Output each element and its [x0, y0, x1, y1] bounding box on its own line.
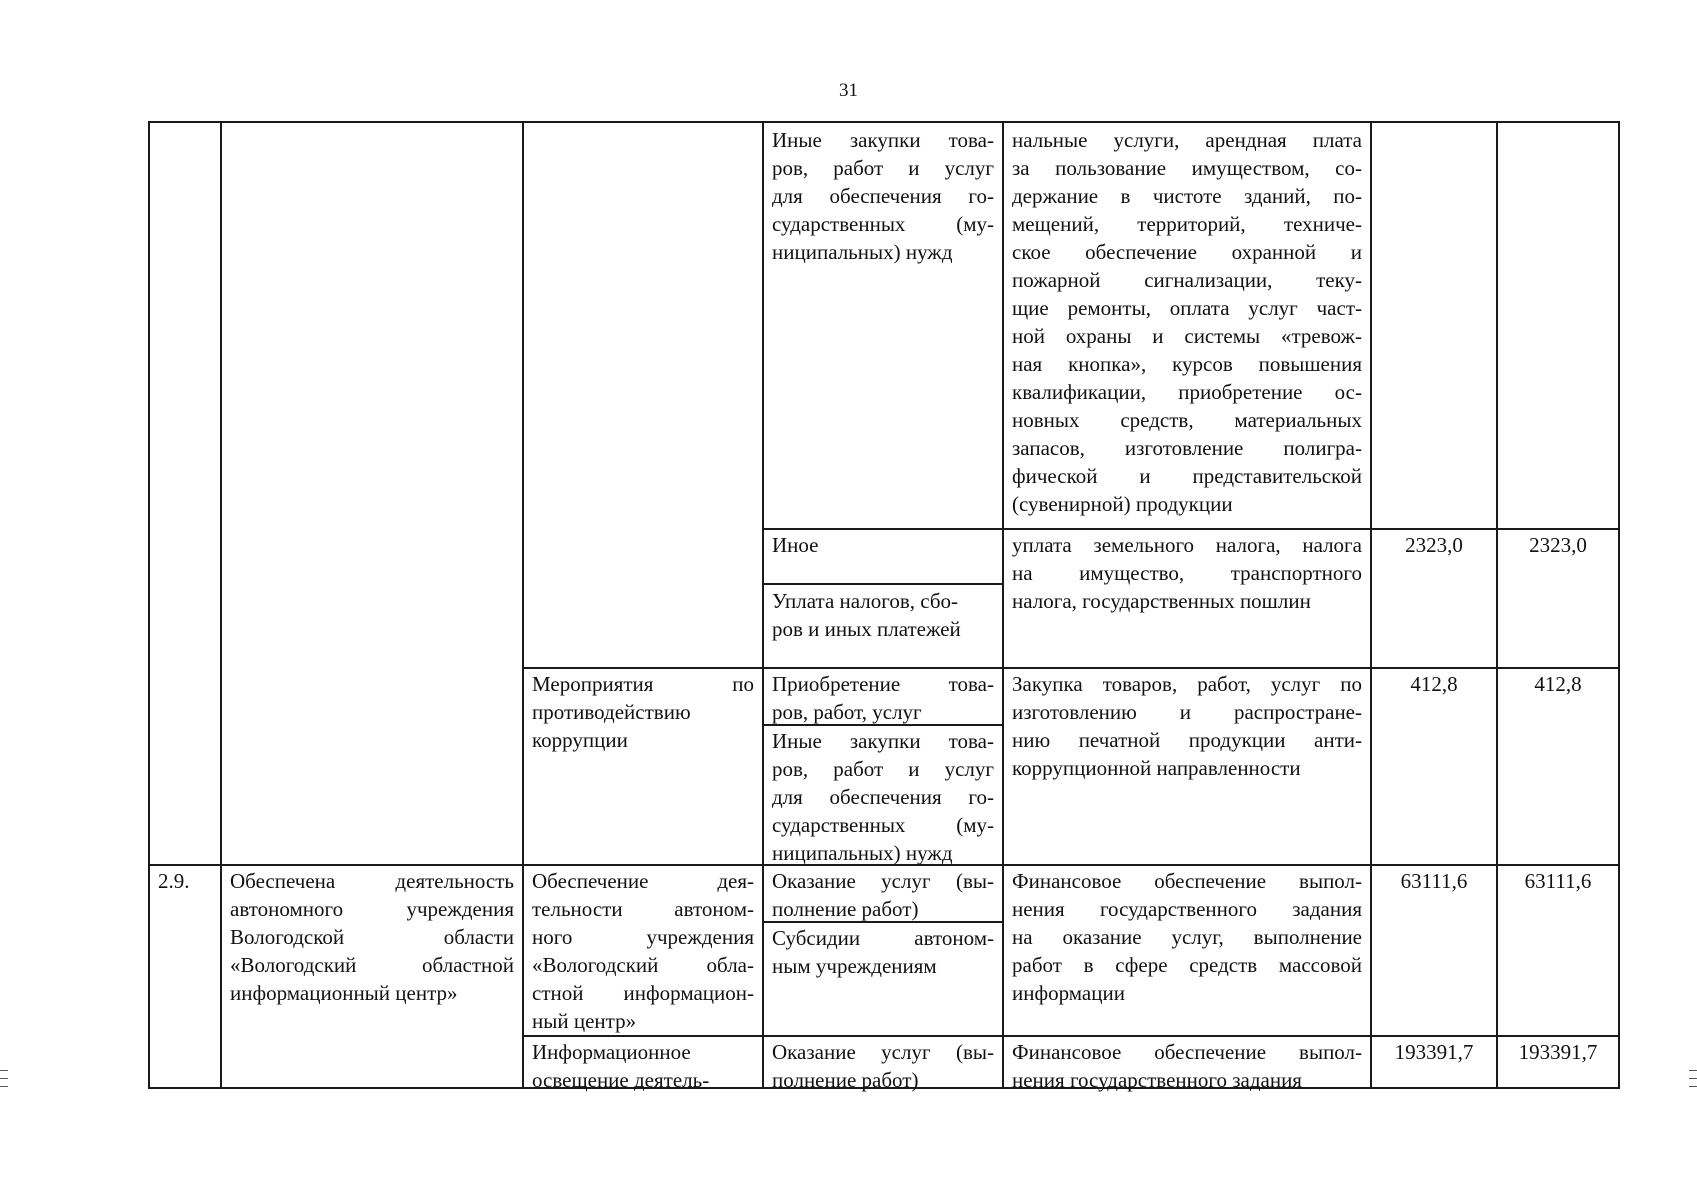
- column-divider: [522, 121, 524, 1089]
- cell-text-line: новных средств, материальных: [1012, 408, 1362, 432]
- cell-text-line: информационный центр»: [230, 981, 458, 1005]
- cell-text-line: ниципальных) нужд: [772, 841, 953, 865]
- cell-r4-description: [1012, 867, 1362, 1007]
- cell-text-line: квалификации, приобретение ос-: [1012, 380, 1362, 404]
- scan-margin-mark: [1689, 1078, 1697, 1079]
- cell-text-line: стной информацион-: [532, 981, 754, 1005]
- cell-r4-amount-1: 63111,6: [1400, 869, 1468, 893]
- page-number: 31: [839, 80, 858, 101]
- cell-r3-amount-2: 412,8: [1534, 672, 1582, 696]
- scan-margin-mark: [0, 1078, 8, 1079]
- scan-margin-mark: [0, 1086, 8, 1087]
- cell-r2-amount-2: 2323,0: [1529, 533, 1587, 557]
- cell-r3-activity: [532, 670, 754, 754]
- cell-text-line: коррупции: [532, 728, 628, 752]
- cell-text-line: ров, работ и услуг: [772, 156, 994, 180]
- column-divider: [1002, 121, 1004, 1089]
- cell-text-line: полнение работ): [772, 897, 919, 921]
- cell-text-line: «Вологодский обла-: [532, 953, 754, 977]
- cell-r1-description: [1012, 126, 1362, 518]
- cell-text-line: для обеспечения го-: [772, 184, 994, 208]
- cell-text-line: полнение работ): [772, 1068, 919, 1092]
- cell-r5-description: [1012, 1038, 1362, 1094]
- cell-text-line: держание в чистоте зданий, по-: [1012, 184, 1362, 208]
- cell-text-line: мещений, территорий, техниче-: [1012, 212, 1362, 236]
- scan-margin-mark: [0, 1070, 8, 1071]
- cell-text-line: на имущество, транспортного: [1012, 561, 1362, 585]
- cell-r1-expense-type: [772, 126, 994, 266]
- cell-text-line: Мероприятия по: [532, 672, 754, 696]
- budget-table: [148, 121, 1618, 1092]
- cell-text-line: ным учреждениям: [772, 954, 937, 978]
- cell-r5-amount-2: 193391,7: [1518, 1040, 1598, 1064]
- row-divider: [522, 1035, 1620, 1037]
- cell-text-line: сударственных (му-: [772, 212, 994, 236]
- cell-text-line: ная кнопка», курсов повышения: [1012, 352, 1362, 376]
- cell-text-line: сударственных (му-: [772, 813, 994, 837]
- cell-r4-expense-type-services: [772, 867, 994, 923]
- cell-text-line: противодействию: [532, 700, 691, 724]
- cell-text-line: нения государственного задания: [1012, 1068, 1302, 1092]
- cell-text-line: Оказание услуг (вы-: [772, 869, 994, 893]
- cell-text-line: ной охраны и системы «тревож-: [1012, 324, 1362, 348]
- cell-text-line: Уплата налогов, сбо-: [772, 589, 959, 613]
- cell-text-line: налога, государственных пошлин: [1012, 589, 1311, 613]
- scan-margin-mark: [1689, 1086, 1697, 1087]
- column-divider: [220, 121, 222, 1089]
- cell-text-line: ское обеспечение охранной и: [1012, 240, 1362, 264]
- column-divider: [1370, 121, 1372, 1089]
- cell-r5-expense-type: [772, 1038, 994, 1094]
- cell-r2-amount-1: 2323,0: [1405, 533, 1463, 557]
- cell-text-line: Приобретение това-: [772, 672, 994, 696]
- cell-text-line: коррупционной направленности: [1012, 756, 1301, 780]
- cell-text-line: работ в сфере средств массовой: [1012, 953, 1362, 977]
- cell-text-line: Иные закупки това-: [772, 128, 994, 152]
- cell-text-line: ного учреждения: [532, 925, 754, 949]
- cell-text-line: (сувенирной) продукции: [1012, 492, 1233, 516]
- cell-text-line: запасов, изготовление полигра-: [1012, 436, 1362, 460]
- cell-text-line: Субсидии автоном-: [772, 926, 994, 950]
- cell-r3-description: [1012, 670, 1362, 782]
- cell-r3-expense-type-purchase: [772, 670, 994, 726]
- cell-text-line: автономного учреждения: [230, 897, 514, 921]
- cell-r4-activity: [532, 867, 754, 1035]
- row-divider: [522, 667, 1620, 669]
- row-divider: [762, 583, 1002, 585]
- cell-text-line: Информационное: [532, 1040, 691, 1064]
- cell-text-line: информации: [1012, 981, 1125, 1005]
- cell-r4-expense-type-subsidies: [772, 924, 994, 980]
- cell-text-line: уплата земельного налога, налога: [1012, 533, 1362, 557]
- cell-text-line: тельности автоном-: [532, 897, 754, 921]
- cell-text-line: Обеспечение дея-: [532, 869, 754, 893]
- cell-r2-description: [1012, 531, 1362, 615]
- cell-text-line: «Вологодский областной: [230, 953, 514, 977]
- cell-text-line: Финансовое обеспечение выпол-: [1012, 869, 1362, 893]
- cell-text-line: ниципальных) нужд: [772, 240, 953, 264]
- cell-r3-expense-type-other: [772, 727, 994, 867]
- cell-r5-amount-1: 193391,7: [1394, 1040, 1474, 1064]
- column-divider: [762, 121, 764, 1089]
- scan-margin-mark: [1689, 1070, 1697, 1071]
- cell-text-line: Закупка товаров, работ, услуг по: [1012, 672, 1362, 696]
- table-border-right: [1618, 121, 1620, 1089]
- cell-text-line: Финансовое обеспечение выпол-: [1012, 1040, 1362, 1064]
- cell-text-line: щие ремонты, оплата услуг част-: [1012, 296, 1362, 320]
- cell-text-line: за пользование имуществом, со-: [1012, 156, 1362, 180]
- cell-text-line: Иное: [772, 533, 819, 557]
- cell-text-line: ров, работ и услуг: [772, 757, 994, 781]
- cell-text-line: изготовлению и распростране-: [1012, 700, 1362, 724]
- cell-r2-expense-type-taxes: [772, 587, 994, 643]
- cell-text-line: Обеспечена деятельность: [230, 869, 514, 893]
- cell-text-line: Оказание услуг (вы-: [772, 1040, 994, 1064]
- table-border-top: [148, 121, 1620, 123]
- cell-r4-amount-2: 63111,6: [1524, 869, 1592, 893]
- cell-text-line: нальные услуги, арендная плата: [1012, 128, 1362, 152]
- cell-r5-activity: [532, 1038, 754, 1094]
- table-border-left: [148, 121, 150, 1089]
- cell-r4-goal: [230, 867, 514, 1007]
- row-divider: [762, 528, 1620, 530]
- cell-text-line: нию печатной продукции анти-: [1012, 728, 1362, 752]
- cell-text-line: Иные закупки това-: [772, 729, 994, 753]
- cell-text-line: нения государственного задания: [1012, 897, 1362, 921]
- cell-text-line: для обеспечения го-: [772, 785, 994, 809]
- cell-text-line: пожарной сигнализации, теку-: [1012, 268, 1362, 292]
- column-divider: [1496, 121, 1498, 1089]
- cell-text-line: ный центр»: [532, 1009, 637, 1033]
- cell-text-line: ров и иных платежей: [772, 617, 961, 641]
- cell-r3-amount-1: 412,8: [1410, 672, 1458, 696]
- cell-r4-number: 2.9.: [158, 869, 190, 893]
- cell-text-line: ров, работ, услуг: [772, 700, 922, 724]
- cell-r2-expense-type-other: [772, 531, 994, 559]
- cell-text-line: фической и представительской: [1012, 464, 1362, 488]
- cell-text-line: на оказание услуг, выполнение: [1012, 925, 1362, 949]
- cell-text-line: освещение деятель-: [532, 1068, 710, 1092]
- cell-text-line: Вологодской области: [230, 925, 514, 949]
